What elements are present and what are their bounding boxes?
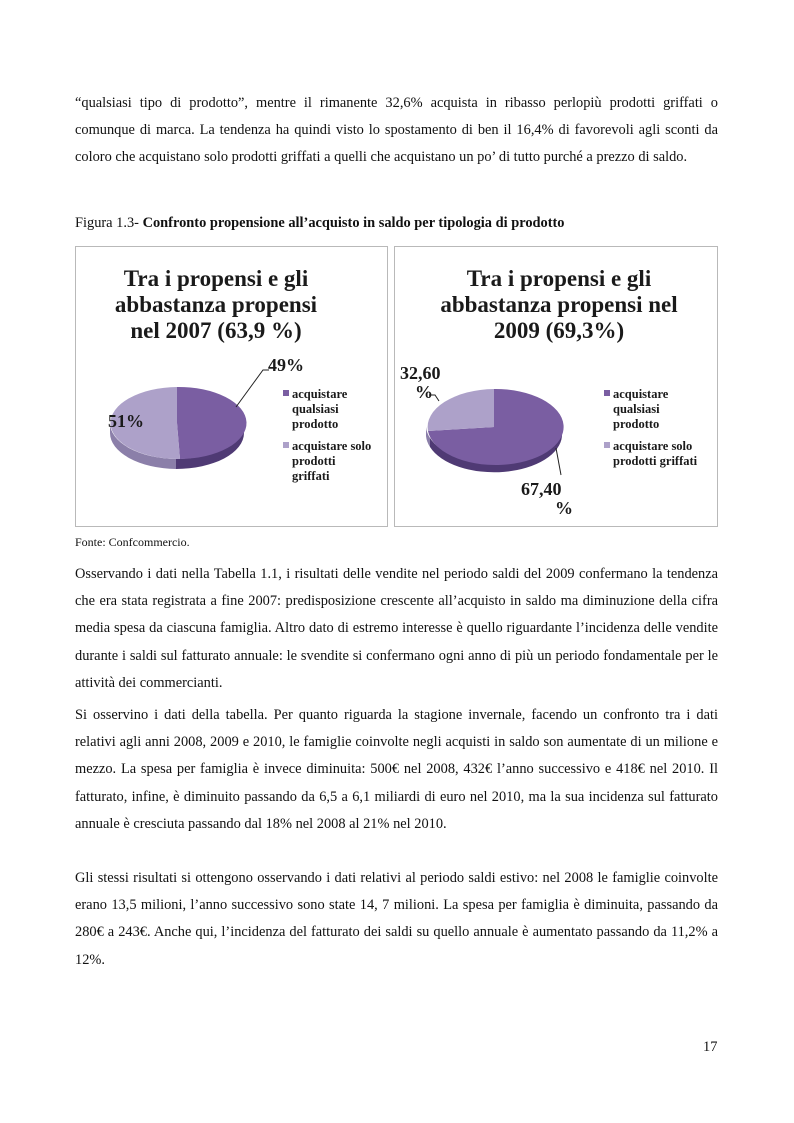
- figure-caption: [75, 212, 565, 234]
- legend-label-qualsiasi-1: acquistare: [292, 387, 348, 401]
- slice-label-griffati-2: %: [415, 382, 433, 402]
- slice-label-qualsiasi-1: 67,40: [521, 479, 562, 499]
- figure-source: Fonte: Confcommercio.: [75, 535, 190, 549]
- label-leader-line: [236, 370, 269, 407]
- legend-label-griffati-1: acquistare solo: [613, 439, 693, 453]
- slice-label-qualsiasi-2: %: [555, 498, 573, 518]
- pie-slice-griffati: [428, 389, 494, 431]
- chart-title-line-1: Tra i propensi e gli: [466, 266, 652, 291]
- legend-label-qualsiasi-2: qualsiasi: [613, 402, 660, 416]
- legend-label-qualsiasi-3: prodotto: [613, 417, 660, 431]
- legend-label-griffati-1: acquistare solo: [292, 439, 372, 453]
- legend-label-griffati-2: prodotti griffati: [613, 454, 698, 468]
- paragraph-tabella: Osservando i dati nella Tabella 1.1, i risultati delle vendite nel periodo saldi del 2009 confermano la tendenza che era stata registrata a fine 2007: predisposizione crescente all’acquisto in saldo ma diminuzione della cifra media spesa da ciascuna famiglia. Altro dato di estremo interesse è quello riguardante l’incidenza delle vendite durante i saldi sul fatturato annuale: le svendite si confermano ogni anno di più un periodo fondamentale per le attività dei commercianti.: [75, 566, 718, 691]
- slice-label-griffati-1: 32,60: [400, 363, 441, 383]
- chart-title-line-2: abbastanza propensi nel: [440, 292, 678, 317]
- legend-label-qualsiasi-3: prodotto: [292, 417, 339, 431]
- pie-chart-2009: [394, 246, 718, 527]
- pie-chart-2007-svg: [76, 247, 387, 526]
- chart-title-line-2: abbastanza propensi: [114, 292, 318, 317]
- legend-swatch-griffati: [604, 442, 610, 448]
- chart-title-line-3: 2009 (69,3%): [493, 318, 625, 343]
- pie-chart-2007: [75, 246, 388, 527]
- chart-title-line-1: Tra i propensi e gli: [123, 266, 309, 291]
- figure-number: Figura 1.3-: [75, 215, 139, 231]
- legend-swatch-qualsiasi: [283, 390, 289, 396]
- chart-title-line-3: nel 2007 (63,9 %): [130, 318, 302, 343]
- paragraph-invernale: Si osservino i dati della tabella. Per quanto riguarda la stagione invernale, facendo un confronto tra i dati relativi agli anni 2008, 2009 e 2010, le famiglie coinvolte negli acquisti in saldo son aumentate di un milione e mezzo. La spesa per famiglia è invece diminuita: 500€ nel 2008, 432€ l’anno successivo e 418€ nel 2010. Il fatturato, infine, è diminuito passando da 6,5 a 6,1 miliardi di euro nel 2010, ma la sua incidenza sul fatturato annuale è cresciuta passando dal 18% nel 2008 al 21% nel 2010.: [75, 707, 718, 832]
- paragraph-estivo: Gli stessi risultati si ottengono osservando i dati relativi al periodo saldi estivo: nel 2008 le famiglie coinvolte erano 13,5 milioni, l’anno successivo sono state 14, 7 milioni. La spesa per famiglia è diminuita, passando da 280€ a 243€. Anche qui, l’incidenza del fatturato dei saldi su quello annuale è aumentato passando da 11,2% a 12%.: [75, 870, 718, 968]
- page-number: 17: [703, 1039, 718, 1055]
- slice-label-qualsiasi: 49%: [268, 355, 304, 375]
- paragraph-intro: “qualsiasi tipo di prodotto”, mentre il rimanente 32,6% acquista in ribasso perlopiù prodotti griffati o comunque di marca. La tendenza ha quindi visto lo spostamento di ben il 16,4% di favorevoli agli sconti da coloro che acquistano solo prodotti griffati a quelli che acquistano un po’ di tutto purché a prezzo di saldo.: [75, 95, 718, 166]
- pie-chart-2009-svg: [395, 247, 717, 526]
- legend-swatch-griffati: [283, 442, 289, 448]
- label-leader-line-qualsiasi: [556, 448, 561, 475]
- legend-label-qualsiasi-2: qualsiasi: [292, 402, 339, 416]
- legend-label-griffati-3: griffati: [292, 469, 330, 483]
- legend-label-griffati-2: prodotti: [292, 454, 336, 468]
- legend-label-qualsiasi-1: acquistare: [613, 387, 669, 401]
- slice-label-griffati: 51%: [108, 411, 144, 431]
- figure-title: Confronto propensione all’acquisto in saldo per tipologia di prodotto: [142, 215, 565, 231]
- pie-slices: [426, 389, 564, 472]
- legend-swatch-qualsiasi: [604, 390, 610, 396]
